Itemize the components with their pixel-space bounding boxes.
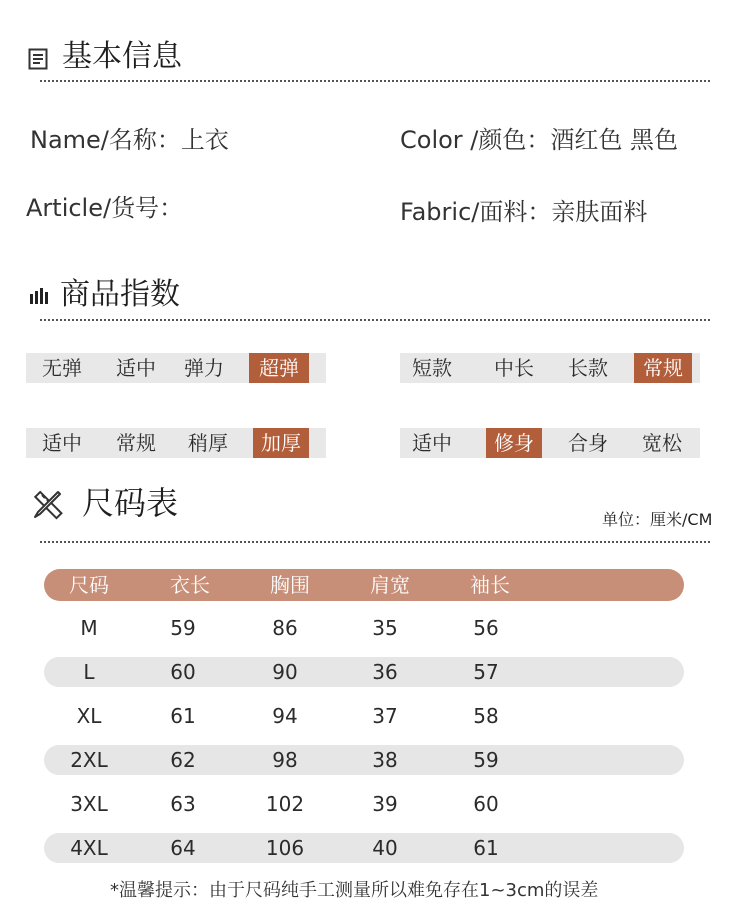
index-option: 短款 [412,356,452,380]
size-table-title: 尺码表 [82,484,179,522]
table-cell: 94 [272,704,298,728]
header-cell: 衣长 [170,573,210,597]
index-option: 合身 [568,431,608,455]
product-name: Name/名称：上衣 [30,126,229,154]
unit-label: 单位：厘米/CM [602,510,713,529]
table-row [44,657,684,687]
table-cell: 62 [170,748,196,772]
table-cell: 38 [372,748,398,772]
elasticity-index [26,353,326,383]
table-cell: 64 [170,836,196,860]
table-cell: 56 [473,616,499,640]
size-table-header [44,569,684,601]
index-option-selected: 常规 [634,353,692,383]
fit-index [400,428,700,458]
measurement-note: *温馨提示：由于尺码纯手工测量所以难免存在1~3cm的误差 [110,880,599,901]
table-cell: 40 [372,836,398,860]
section-divider [40,80,710,82]
index-option-selected: 超弹 [249,353,309,383]
header-cell: 肩宽 [370,573,410,597]
index-option: 宽松 [642,431,682,455]
table-cell: 60 [473,792,499,816]
index-option: 适中 [412,431,452,455]
table-cell: 4XL [70,836,108,860]
header-cell: 尺码 [69,573,109,597]
table-cell: 59 [170,616,196,640]
basic-info-title: 基本信息 [62,39,182,74]
table-cell: 58 [473,704,499,728]
document-icon [28,48,48,70]
index-option: 适中 [116,356,156,380]
table-cell: L [83,660,95,684]
section-divider [40,541,710,543]
table-row [44,745,684,775]
table-cell: 36 [372,660,398,684]
table-row [44,613,684,643]
product-article: Article/货号： [26,194,184,222]
table-row [44,789,684,819]
ruler-pencil-icon [32,488,64,520]
table-cell: 39 [372,792,398,816]
index-option: 适中 [42,431,82,455]
table-row [44,701,684,731]
product-fabric: Fabric/面料：亲肤面料 [400,198,648,226]
index-option-selected: 加厚 [253,428,309,458]
table-cell: M [80,616,98,640]
table-cell: 57 [473,660,499,684]
table-cell: XL [76,704,102,728]
table-cell: 90 [272,660,298,684]
table-row [44,833,684,863]
index-option: 长款 [568,356,608,380]
index-title: 商品指数 [60,277,180,312]
table-cell: 37 [372,704,398,728]
table-cell: 102 [265,792,305,816]
table-cell: 35 [372,616,398,640]
section-divider [40,319,710,321]
thickness-index [26,428,326,458]
length-index [400,353,700,383]
table-cell: 63 [170,792,196,816]
bar-chart-icon [30,288,48,304]
table-cell: 3XL [70,792,108,816]
table-cell: 61 [170,704,196,728]
table-cell: 2XL [70,748,108,772]
header-cell: 袖长 [470,573,510,597]
table-cell: 61 [473,836,499,860]
index-option: 无弹 [42,356,82,380]
table-cell: 106 [265,836,305,860]
product-color: Color /颜色：酒红色 黑色 [400,126,679,154]
index-option: 稍厚 [188,431,228,455]
index-option-selected: 修身 [486,428,542,458]
index-option: 常规 [116,431,156,455]
table-cell: 98 [272,748,298,772]
index-option: 弹力 [184,356,224,380]
table-cell: 86 [272,616,298,640]
table-cell: 60 [170,660,196,684]
index-option: 中长 [494,356,534,380]
table-cell: 59 [473,748,499,772]
header-cell: 胸围 [270,573,310,597]
